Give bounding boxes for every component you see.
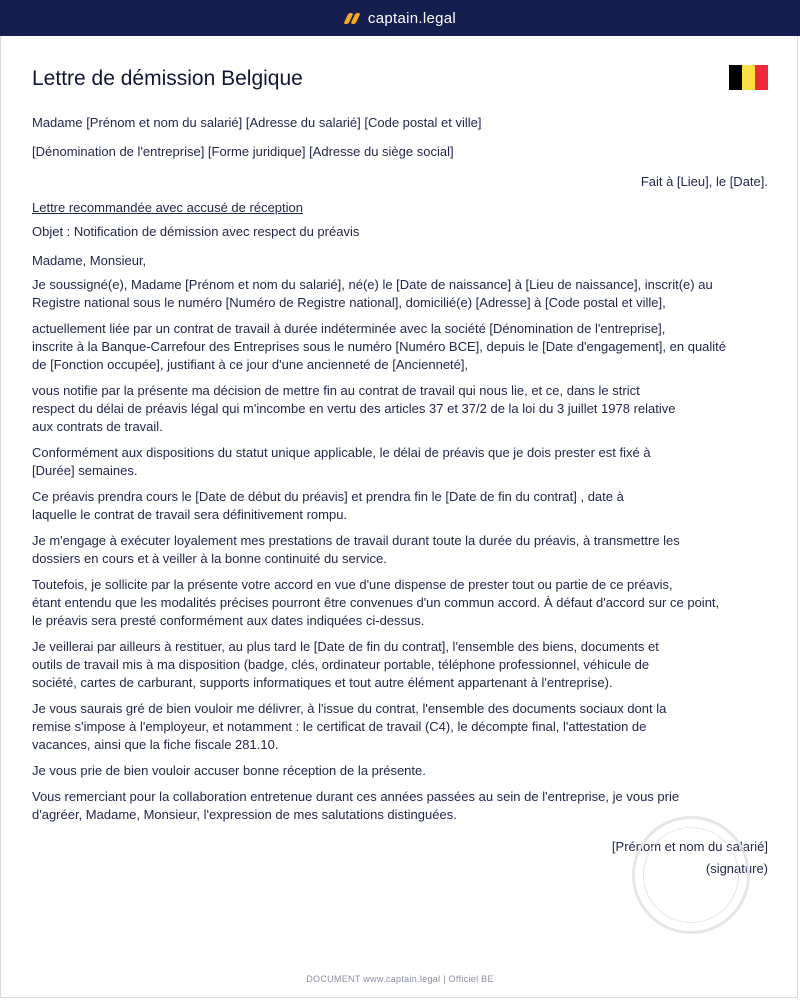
letter-body xyxy=(32,276,768,824)
document-title: Lettre de démission Belgique xyxy=(32,67,303,90)
subject-text: Notification de démission avec respect du préavis xyxy=(73,224,360,239)
belgium-flag-icon xyxy=(729,65,768,90)
paragraph-line: Je vous saurais gré de bien vouloir me délivrer, à l'issue du contrat, l'ensemble des documents sociaux dont la xyxy=(32,701,667,716)
brand-name[interactable]: captain.legal xyxy=(367,9,457,27)
body-paragraph xyxy=(32,700,768,754)
subject-label: Objet : xyxy=(32,224,71,239)
flag-stripe-red xyxy=(755,65,768,90)
paragraph-line: Je soussigné(e), Madame [Prénom et nom du salarié], né(e) le [Date de naissance] à [Lieu de naissance], inscrit(e) au xyxy=(32,277,713,292)
paragraph-line: inscrite à la Banque-Carrefour des Entreprises sous le numéro [Numéro BCE], depuis le [Date d'engagement], en qualité xyxy=(32,339,727,354)
letter-content xyxy=(32,36,768,878)
paragraph-line: de [Fonction occupée], justifiant à ce jour d'une ancienneté de [Ancienneté], xyxy=(32,357,469,372)
paragraph-line: Registre national sous le numéro [Numéro de Registre national], domicilié(e) [Adresse] à [Code postal et ville], xyxy=(32,295,666,310)
stamp-inner-ring xyxy=(643,827,739,923)
paragraph-line: étant entendu que les modalités précises pourront être convenues d'un commun accord. À défaut d'accord sur ce point, xyxy=(32,595,720,610)
paragraph-line: Ce préavis prendra cours le [Date de début du préavis] et prendra fin le [Date de fin du contrat] , date à xyxy=(32,489,624,504)
flag-stripe-yellow xyxy=(742,65,755,90)
top-bar xyxy=(0,0,800,36)
body-paragraph xyxy=(32,488,768,524)
paragraph-line: laquelle le contrat de travail sera définitivement rompu. xyxy=(32,507,348,522)
body-paragraph xyxy=(32,444,768,480)
paragraph-line: outils de travail mis à ma disposition (badge, clés, ordinateur portable, téléphone professionnel, véhicule de xyxy=(32,657,650,672)
paragraph-line: aux contrats de travail. xyxy=(32,419,163,434)
body-paragraph xyxy=(32,638,768,692)
paragraph-line: Je vous prie de bien vouloir accuser bonne réception de la présente. xyxy=(32,763,426,778)
employee-header: Madame [Prénom et nom du salarié] [Adresse du salarié] [Code postal et ville] xyxy=(32,115,482,130)
body-paragraph xyxy=(32,532,768,568)
body-paragraph xyxy=(32,276,768,312)
paragraph-line: Conformément aux dispositions du statut unique applicable, le délai de préavis que je dois prester est fixé à xyxy=(32,445,651,460)
paragraph-line: remise s'impose à l'employeur, et notamment : le certificat de travail (C4), le décompte final, l'attestation de xyxy=(32,719,647,734)
paragraph-line: respect du délai de préavis légal qui m'incombe en vertu des articles 37 et 37/2 de la loi du 3 juillet 1978 relative xyxy=(32,401,676,416)
company-header: [Dénomination de l'entreprise] [Forme juridique] [Adresse du siège social] xyxy=(32,144,454,159)
paragraph-line: vacances, ainsi que la fiche fiscale 281.10. xyxy=(32,737,279,752)
flag-stripe-black xyxy=(729,65,742,90)
place-date: Fait à [Lieu], le [Date]. xyxy=(640,174,768,189)
paragraph-line: Je veillerai par ailleurs à restituer, au plus tard le [Date de fin du contrat], l'ensemble des biens, documents et xyxy=(32,639,659,654)
paragraph-line: Je m'engage à exécuter loyalement mes prestations de travail durant toute la durée du préavis, à transmettre les xyxy=(32,533,680,548)
paragraph-line: dossiers en cours et à veiller à la bonne continuité du service. xyxy=(32,551,387,566)
paragraph-line: société, cartes de carburant, supports informatiques et tout autre élément appartenant à l'entreprise). xyxy=(32,675,613,690)
footer: DOCUMENT www.captain.legal | Officiel BE xyxy=(306,974,494,984)
body-paragraph xyxy=(32,762,768,780)
paragraph-line: actuellement liée par un contrat de travail à durée indéterminée avec la société [Dénomination de l'entreprise], xyxy=(32,321,666,336)
paragraph-line: Vous remerciant pour la collaboration entretenue durant ces années passées au sein de l'entreprise, je vous prie xyxy=(32,789,680,804)
certified-stamp xyxy=(632,816,750,934)
delivery-mode: Lettre recommandée avec accusé de réception xyxy=(32,200,303,215)
paragraph-line: d'agréer, Madame, Monsieur, l'expression de mes salutations distinguées. xyxy=(32,807,457,822)
subject-line xyxy=(32,223,768,241)
paragraph-line: Toutefois, je sollicite par la présente votre accord en vue d'une dispense de prester tout ou partie de ce préavis, xyxy=(32,577,673,592)
body-paragraph xyxy=(32,320,768,374)
body-paragraph xyxy=(32,382,768,436)
signature-name: [Prénom et nom du salarié] xyxy=(611,839,768,854)
paragraph-line: vous notifie par la présente ma décision de mettre fin au contrat de travail qui nous lie, et ce, dans le strict xyxy=(32,383,640,398)
body-paragraph xyxy=(32,576,768,630)
paragraph-line: [Durée] semaines. xyxy=(32,463,138,478)
salutation: Madame, Monsieur, xyxy=(32,253,147,268)
captain-legal-logo-icon xyxy=(344,12,360,24)
signature-label: (signature) xyxy=(705,861,768,876)
paragraph-line: le préavis sera presté conformément aux dates indiquées ci-dessus. xyxy=(32,613,425,628)
body-paragraph xyxy=(32,788,768,824)
